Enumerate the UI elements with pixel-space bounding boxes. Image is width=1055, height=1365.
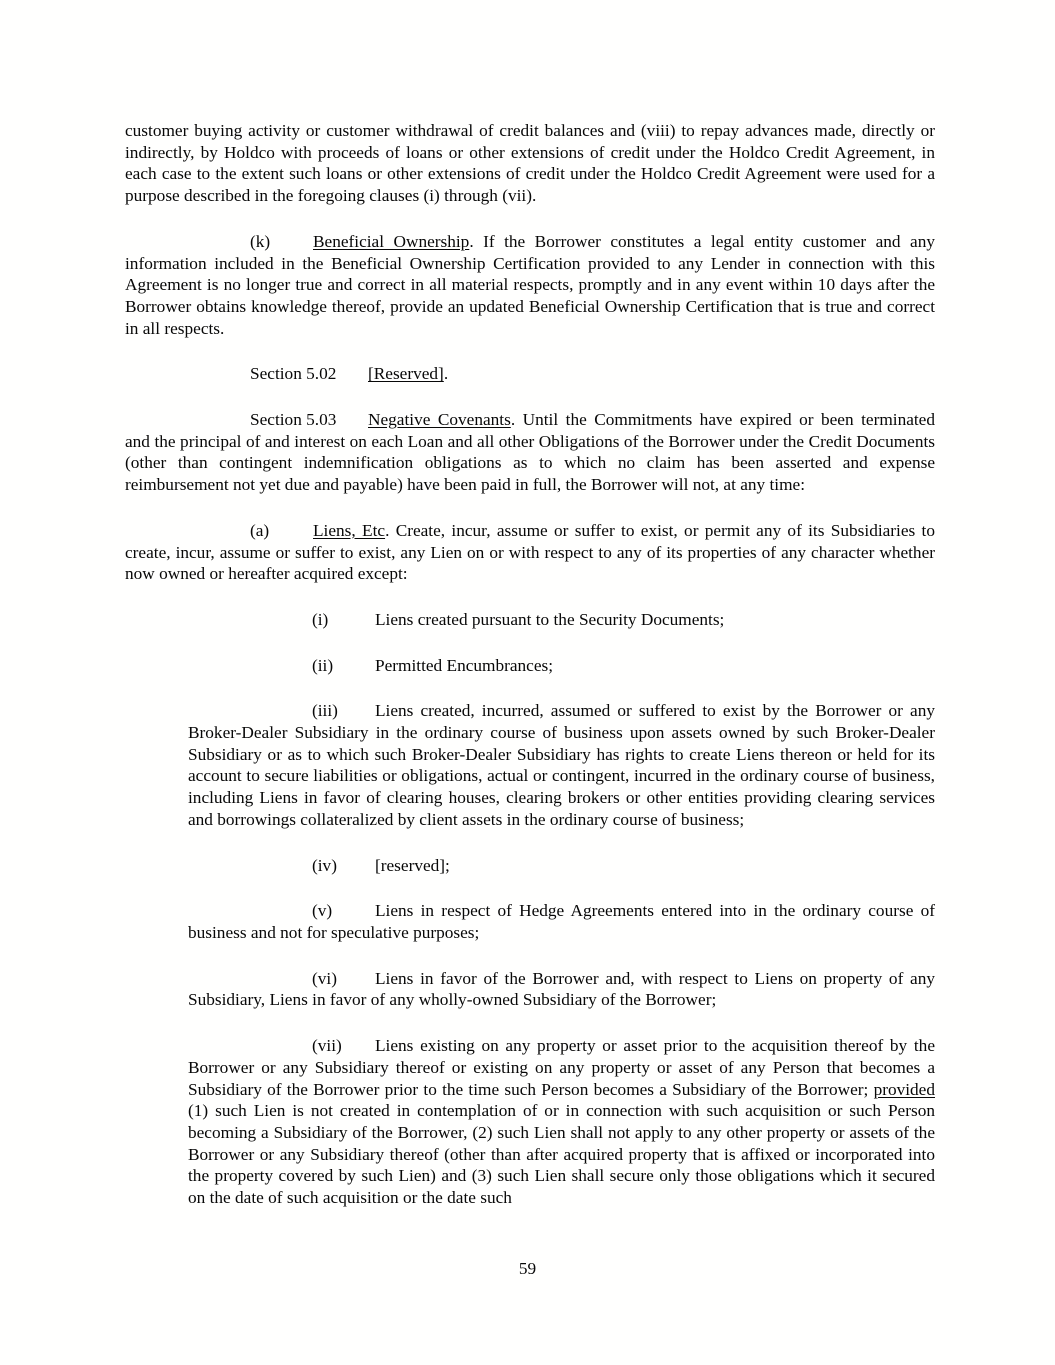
paragraph-marker: (iv) [312,855,337,875]
paragraph-marker: (iii) [312,701,338,721]
text-segment: Liens created pursuant to the Security Documents; [375,609,725,629]
document-body [125,120,935,1209]
paragraph-marker: Section 5.03 [250,410,337,430]
paragraph-item-ii [188,655,935,677]
text-segment: Permitted Encumbrances; [375,655,554,675]
paragraph-clause-a-liens [125,520,935,585]
text-segment: . Create, incur, assume or suffer to exist, or permit any of its Subsidiaries to create, incur, assume or suffer to exist, any Lien on or with respect to any of its properties of any character whether now owned or hereafter acquired except: [125,520,936,584]
paragraph-continuation-paragraph [125,120,935,207]
paragraph-marker: (a) [250,520,270,540]
paragraph-marker: (vi) [312,968,337,988]
text-segment: . Until the Commitments have expired or been terminated and the principal of and interest on each Loan and all other Obligations of the Borrower under the Credit Documents (other than contingent indemnification obligations as to which no claim has been asserted and expense reimbursement not yet due and payable) have been paid in full, the Borrower will not, at any time: [125,410,935,495]
paragraph-marker: (ii) [312,655,334,675]
paragraph-section-5-03 [125,409,935,496]
underlined-text-segment: Negative Covenants [368,410,511,430]
underlined-text-segment: Beneficial Ownership [313,231,470,251]
paragraph-clause-k [125,231,935,340]
text-segment: [reserved]; [375,855,450,875]
underlined-text-segment: provided [873,1079,935,1099]
text-segment: Liens in respect of Hedge Agreements entered into in the ordinary course of business and not for speculative purposes; [188,901,935,942]
paragraph-marker: Section 5.02 [250,364,337,384]
paragraph-section-5-02 [125,363,935,385]
paragraph-item-vii [188,1035,935,1209]
paragraph-marker: (vii) [312,1036,342,1056]
paragraph-item-iv [188,855,935,877]
paragraph-item-vi [188,968,935,1011]
paragraph-marker: (i) [312,609,329,629]
text-segment: customer buying activity or customer withdrawal of credit balances and (viii) to repay advances made, directly or indirectly, by Holdco with proceeds of loans or other extensions of credit under the Holdco Credit Agreement, in each case to the extent such loans or other extensions of credit under the Holdco Credit Agreement were used for a purpose described in the foregoing clauses (i) through (vii). [125,121,935,206]
paragraph-item-v [188,900,935,943]
underlined-text-segment: [Reserved] [368,364,444,384]
text-segment: Liens created, incurred, assumed or suffered to exist by the Borrower or any Broker-Dealer Subsidiary in the ordinary course of business upon assets owned by such Broker-Dealer Subsidiary or as to which such Broker-Dealer Subsidiary has rights to create Liens thereon or held for its account to secure liabilities or obligations, actual or contingent, incurred in the ordinary course of business, including Liens in favor of clearing houses, clearing brokers or other entities providing clearing services and borrowings collateralized by client assets in the ordinary course of business; [188,701,935,829]
text-segment: . If the Borrower constitutes a legal entity customer and any information included in the Beneficial Ownership Certification provided to any Lender in connection with this Agreement is no longer true and correct in all material respects, promptly and in any event within 10 days after the Borrower obtains knowledge thereof, provide an updated Beneficial Ownership Certification that is true and correct in all respects. [125,231,935,338]
paragraph-item-i [188,609,935,631]
text-segment: (1) such Lien is not created in contemplation of or in connection with such acquisition or such Person becoming a Subsidiary of the Borrower, (2) such Lien shall not apply to any other property or assets of the Borrower or any Subsidiary thereof (other than after acquired property that is affixed or incorporated into the property covered by such Lien) and (3) such Lien shall secure only those obligations which it secured on the date of such acquisition or the date such [188,1101,935,1208]
underlined-text-segment: Liens, Etc [313,520,386,540]
paragraph-item-iii [188,700,935,830]
paragraph-marker: (v) [312,901,333,921]
text-segment: Liens existing on any property or asset prior to the acquisition thereof by the Borrower or any Subsidiary thereof or existing on any property or asset of any Person that becomes a Subsidiary of the Borrower prior to the time such Person becomes a Subsidiary of the Borrower; [188,1036,935,1099]
page-number: 59 [518,1259,537,1278]
text-segment: Liens in favor of the Borrower and, with respect to Liens on property of any Subsidiary, Liens in favor of any wholly-owned Subsidiary of the Borrower; [188,968,935,1010]
text-segment: . [443,364,449,384]
paragraph-marker: (k) [250,231,271,251]
